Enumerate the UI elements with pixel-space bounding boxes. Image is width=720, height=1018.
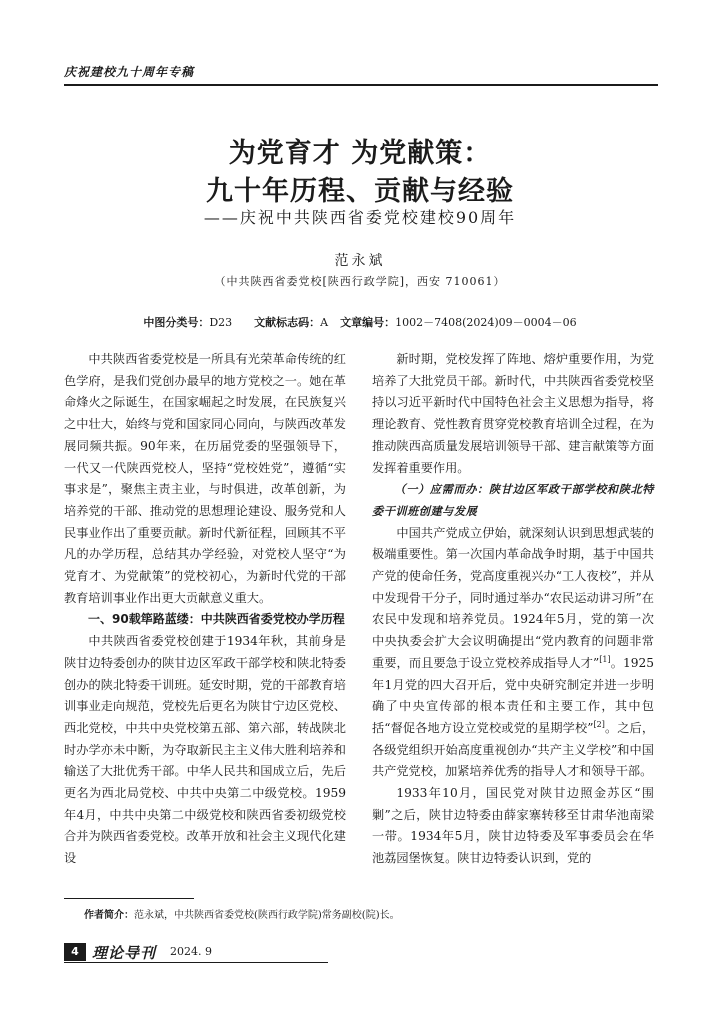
footnote-label: 作者简介： bbox=[84, 910, 134, 921]
paragraph-text: 。之后，各级党组织开始高度重视创办“共产主义学校”和中国共产党党校，加紧培养优秀的指导人才和领导干部。 bbox=[372, 720, 655, 779]
title-line-1: 为党育才 为党献策： bbox=[228, 138, 492, 169]
page-number: 4 bbox=[64, 943, 86, 961]
section-heading: 一、90载筚路蓝缕：中共陕西省委党校办学历程 bbox=[88, 612, 345, 627]
doc-code-label: 文献标志码： bbox=[254, 316, 321, 329]
paragraph: 中共陕西省委党校是一所具有光荣革命传统的红色学府，是我们党创办最早的地方党校之一。她在革命烽火之际诞生，在国家崛起之时发展，在民族复兴之中壮大，始终与党和国家同心同向，与陕西改革发展同频共振。90年来，在历届党委的坚强领导下，一代又一代陕西党校人，坚持“党校姓党”，遵循“实事求是”，聚焦主责主业，与时俱进，改革创新，为培养党的干部、推动党的思想理论建设、服务党和人民事业作出了重要贡献。新时代新征程，回顾其不平凡的办学历程，总结其办学经验，对党校人坚守“为党育才、为党献策”的党校初心，为新时代党的干部教育培训事业作出更大贡献意义重大。 bbox=[64, 352, 346, 605]
article-no-value: 1002－7408(2024)09－0004－06 bbox=[395, 316, 577, 329]
running-head: 庆祝建校九十周年专稿 bbox=[64, 65, 195, 79]
footnote-text: 范永斌，中共陕西省委党校(陕西行政学院)常务副校(院)长。 bbox=[134, 910, 400, 921]
footnote-rule bbox=[64, 898, 194, 899]
page-footer bbox=[64, 943, 328, 961]
paragraph-text: 。1925年1月党的四大召开后，党中央研究制定并进一步明确了中央宣传部的根本责任和主要工作，其中包括“督促各地方设立党校或党的星期学校” bbox=[372, 655, 654, 735]
paragraph: 1933年10月，国民党对陕甘边照金苏区“围剿”之后，陕甘边特委由薛家寨转移至甘肃华池南梁一带。1934年5月，陕甘边特委及军事委员会在华池荔园堡恢复。陕甘边特委认识到，党的 bbox=[372, 786, 654, 866]
paragraph: 中共陕西省委党校创建于1934年秋，其前身是陕甘边特委创办的陕甘边区军政干部学校和陕北特委创办的陕北特委干训班。延安时期，党的干部教育培训事业走向规范，党校先后更名为陕甘宁边区党校、西北党校，中共中央党校第五部、第六部，转战陕北时办学亦未中断，为夺取新民主主义伟大胜利培养和输送了大批优秀干部。中华人民共和国成立后，先后更名为西北局党校、中共中央第二中级党校。1959年4月，中共中央第二中级党校和陕西省委初级党校合并为陕西省委党校。改革开放和社会主义现代化建设 bbox=[64, 634, 346, 866]
doc-code-value: A bbox=[320, 316, 329, 329]
citation-2: [2] bbox=[593, 719, 605, 729]
right-column bbox=[372, 349, 654, 870]
paragraph-text: 中国共产党成立伊始，就深刻认识到思想武装的极端重要性。第一次国内革命战争时期，基于中国共产党的使命任务，党高度重视兴办“工人夜校”，并从中发现骨干分子，同时通过举办“农民运动讲习所”在农民中发现和培养党员。1924年5月，党的第一次中央执委会扩大会议明确提出“党内教育的问题非常重要，而且要急于设立党校养成指导人才” bbox=[372, 525, 654, 670]
paragraph bbox=[372, 523, 654, 783]
author: 范永斌 bbox=[334, 253, 386, 269]
subtitle: ——庆祝中共陕西省委党校建校90周年 bbox=[203, 208, 517, 227]
journal-name: 理论导刊 bbox=[92, 944, 157, 962]
header-rule bbox=[64, 84, 658, 86]
issue-date: 2024. 9 bbox=[170, 945, 212, 958]
paragraph: 新时期，党校发挥了阵地、熔炉重要作用，为党培养了大批党员干部。新时代，中共陕西省委党校坚持以习近平新时代中国特色社会主义思想为指导，将理论教育、党性教育贯穿党校教育培训全过程，在为推动陕西高质量发展培训领导干部、建言献策等方面发挥着重要作用。 bbox=[372, 352, 654, 475]
footer-rule bbox=[64, 962, 328, 963]
article-meta bbox=[0, 314, 720, 330]
article-no-label: 文章编号： bbox=[340, 316, 396, 329]
subsection-heading: （一）应需而办：陕甘边区军政干部学校和陕北特委干训班创建与发展 bbox=[372, 482, 654, 518]
clc-label: 中图分类号： bbox=[143, 316, 210, 329]
citation-1: [1] bbox=[599, 654, 611, 664]
left-column bbox=[64, 349, 346, 870]
clc-value: D23 bbox=[209, 316, 233, 329]
affiliation: （中共陕西省委党校[陕西行政学院]，西安 710061） bbox=[214, 275, 506, 288]
title-line-2: 九十年历程、贡献与经验 bbox=[206, 176, 514, 207]
author-footnote bbox=[84, 906, 400, 921]
